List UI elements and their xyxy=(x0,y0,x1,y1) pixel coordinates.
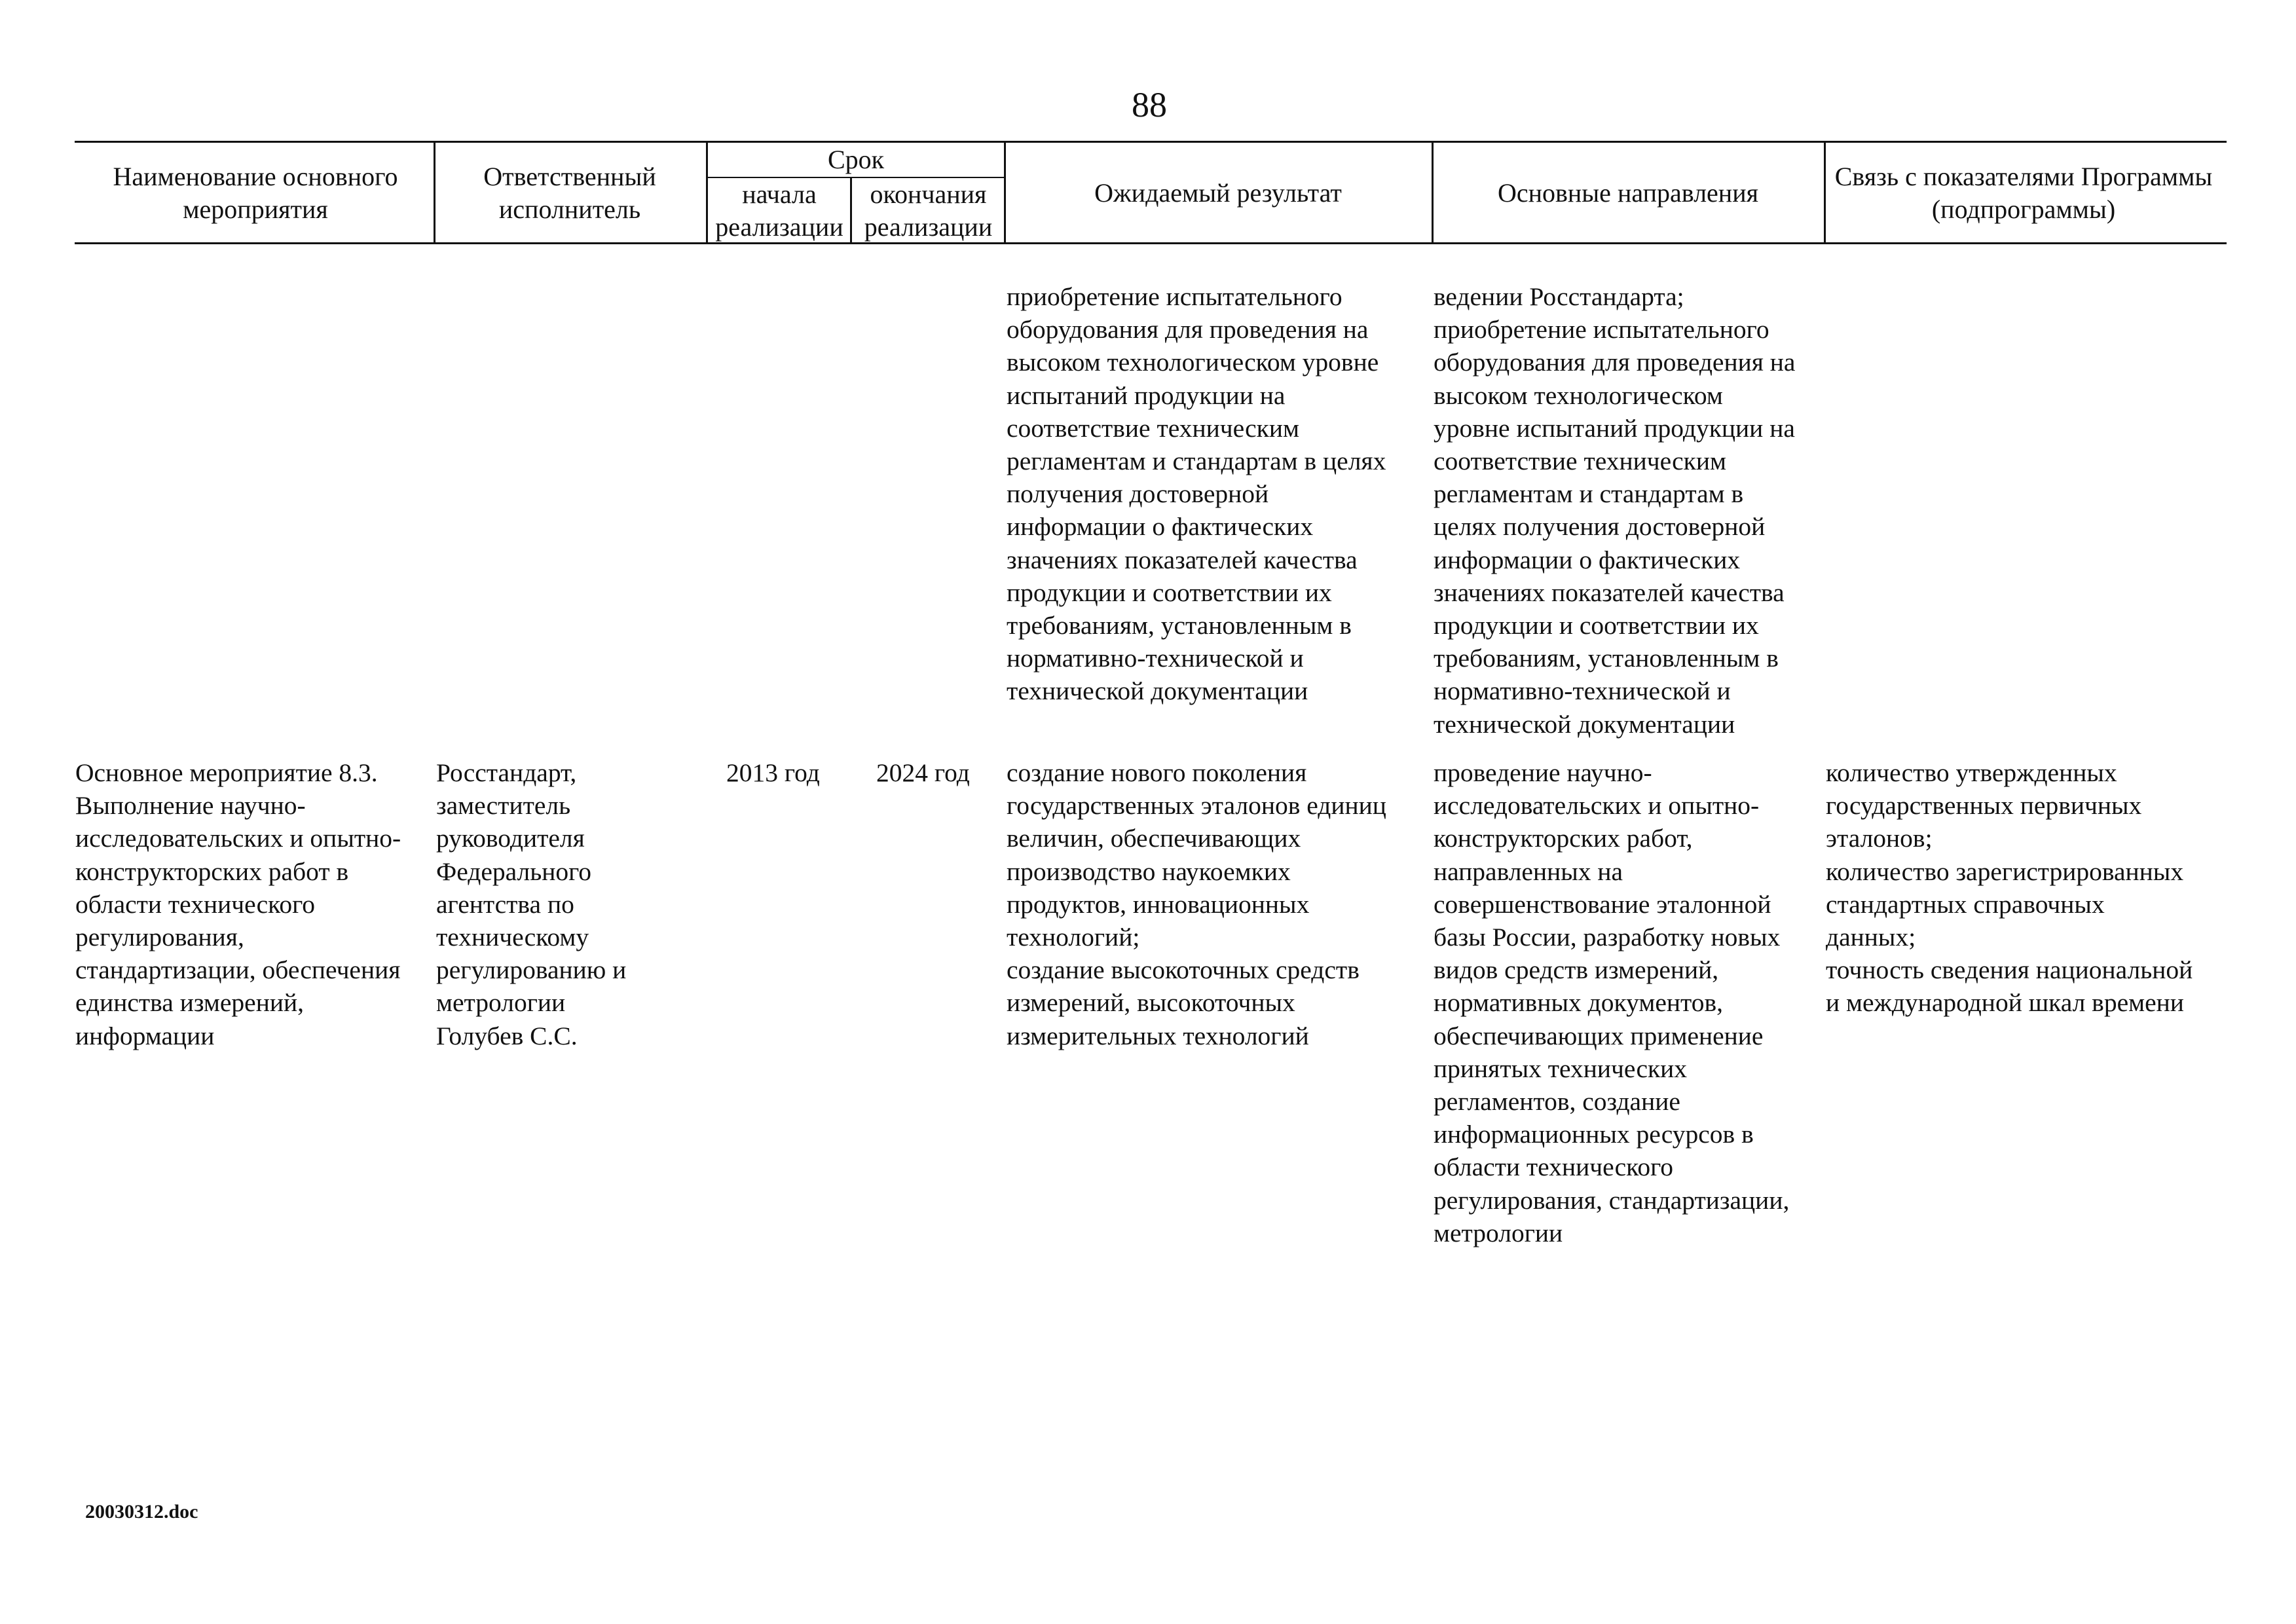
column-divider xyxy=(1004,141,1006,244)
activity-result-cell: создание нового поколения государственных эталонов единиц величин, обеспечивающих производство наукоемких продуктов, инновационных технологий; создание высокоточных средств измерений, высокоточных измерительных технологий xyxy=(1007,758,1386,1050)
activity-end-cell: 2024 год xyxy=(876,758,970,787)
header-directions: Основные направления xyxy=(1497,178,1759,208)
column-divider xyxy=(850,177,852,244)
column-divider xyxy=(434,141,435,244)
page-number: 88 xyxy=(1132,85,1167,124)
continuation-result-cell: приобретение испытательного оборудования для проведения на высоком технологическом уровне испытаний продукции на соответствие техническим регламентам и стандартам в целях получения достоверной информации о фактических значениях показателей качества продукции и соответствии их требованиям, установленным в нормативно-технической и технической документации xyxy=(1007,282,1386,706)
footer-filename: 20030312.doc xyxy=(85,1501,198,1522)
header-term: Срок xyxy=(827,145,885,174)
header-link: Связь с показателями Программы (подпрограммы) xyxy=(1834,162,2213,224)
column-divider xyxy=(1824,141,1826,244)
continuation-directions-cell: ведении Росстандарта; приобретение испытательного оборудования для проведения на высоком технологическом уровне испытаний продукции на соответствие техническим регламентам и стандартам в целях получения достоверной информации о фактических значениях показателей качества продукции и соответствии их требованиям, установленным в нормативно-технической и технической документации xyxy=(1434,282,1796,739)
header-name: Наименование основного мероприятия xyxy=(113,162,398,224)
header-end: окончания реализации xyxy=(864,179,993,242)
table-top-border xyxy=(75,141,2227,143)
header-start: начала реализации xyxy=(715,179,843,242)
header-result: Ожидаемый результат xyxy=(1094,178,1342,208)
header-executor: Ответственный исполнитель xyxy=(483,162,656,224)
activity-link-cell: количество утвержденных государственных первичных эталонов; количество зарегистрированных стандартных справочных данных; точность сведения национальной и международной шкал времени xyxy=(1826,758,2193,1018)
activity-directions-cell: проведение научно- исследовательских и опытно- конструкторских работ, направленных на совершенствование эталонной базы России, разработку новых видов средств измерений, нормативных документов, обеспечивающих применение принятых технических регламентов, создание информационных ресурсов в области технического регулирования, стандартизации, метрологии xyxy=(1434,758,1790,1247)
activity-start-cell: 2013 год xyxy=(726,758,820,787)
column-divider xyxy=(1432,141,1434,244)
activity-name-cell: Основное мероприятие 8.3. Выполнение научно- исследовательских и опытно- конструкторских работ в области технического регулирования, стандартизации, обеспечения единства измерений, информации xyxy=(75,758,401,1050)
activity-executor-cell: Росстандарт, заместитель руководителя Федерального агентства по техническому регулированию и метрологии Голубев С.С. xyxy=(436,758,627,1050)
table-header-bottom-border xyxy=(75,242,2227,244)
